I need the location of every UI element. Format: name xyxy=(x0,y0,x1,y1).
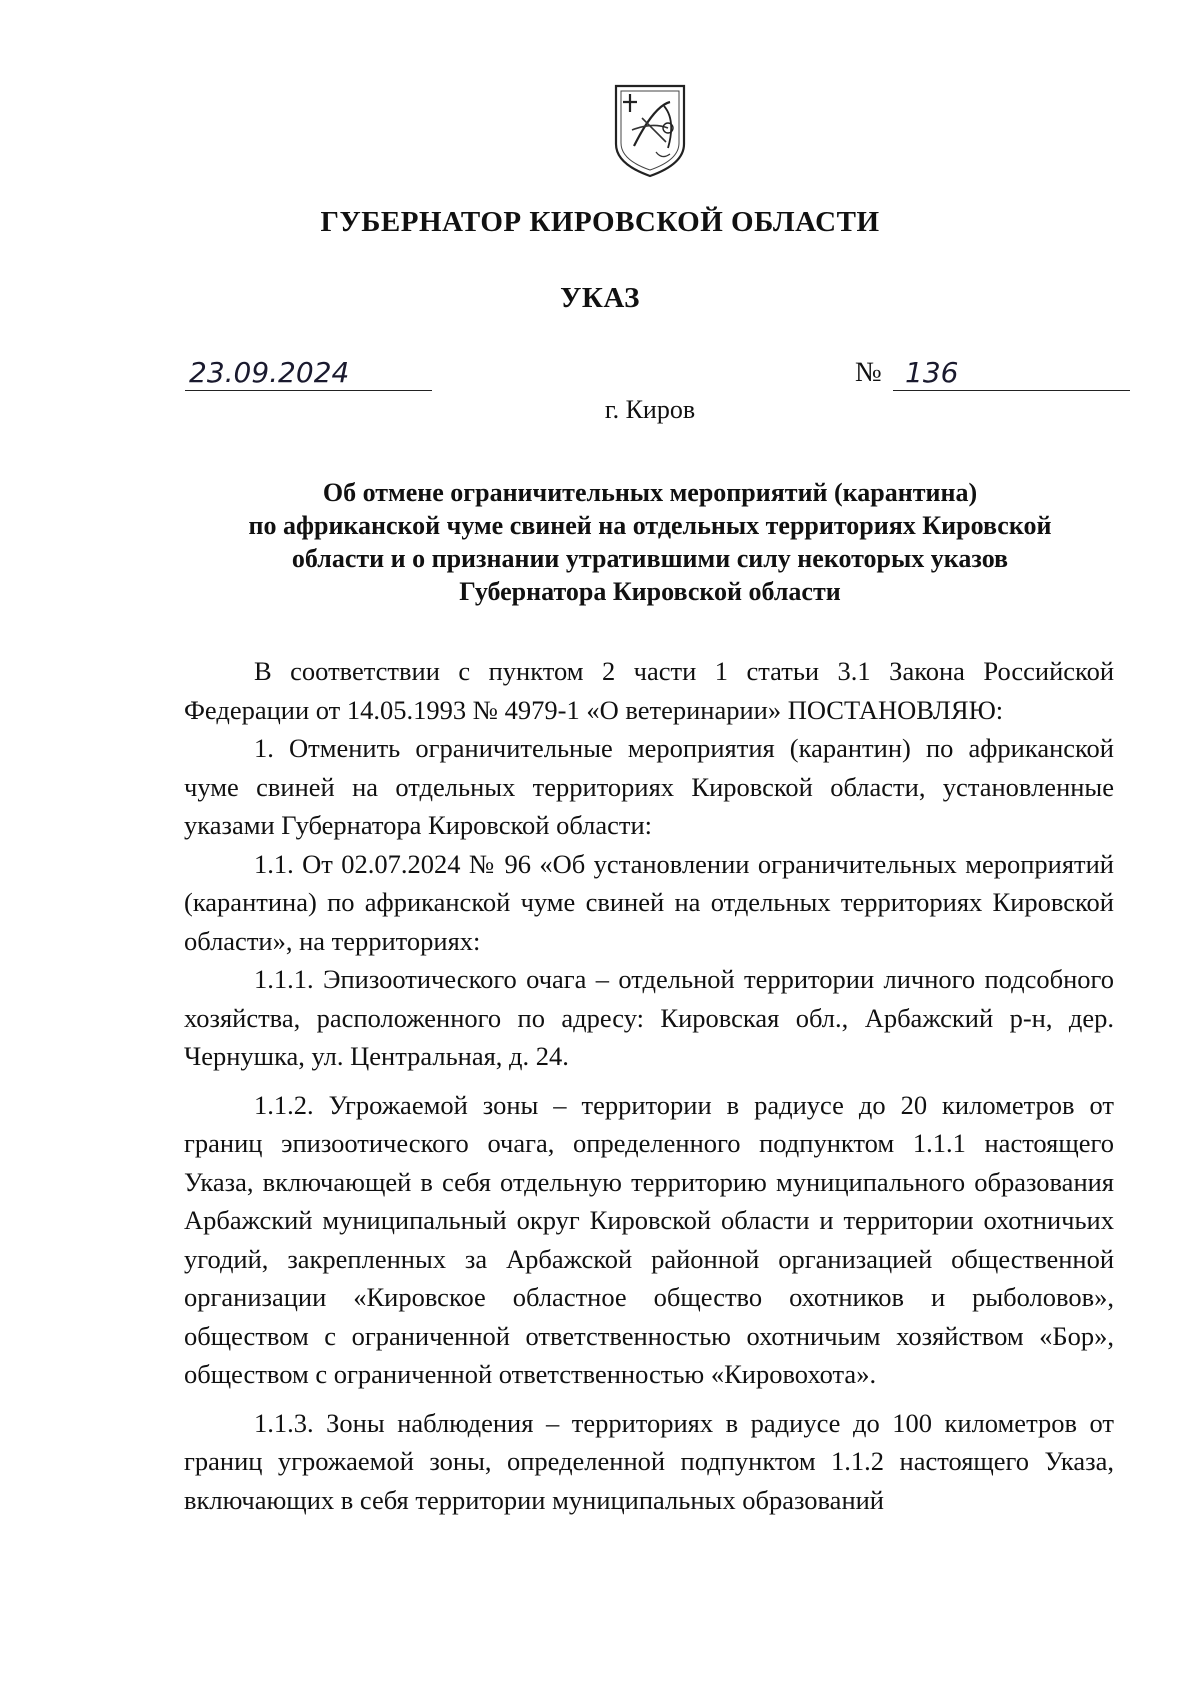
paragraph-preamble: В соответствии с пунктом 2 части 1 статьи 3.1 Закона Российской Федерации от 14.05.1993 № 4979-1 «О ветеринарии» ПОСТАНОВЛЯЮ: xyxy=(184,656,1114,725)
paragraph-1-1-2: 1.1.2. Угрожаемой зоны – территории в радиусе до 20 километров от границ эпизоотического очага, определенного подпунктом 1.1.1 настоящего Указа, включающей в себя отдельную территорию муниципального образования Арбажский муниципальный округ Кировской области и территории охотничьих угодий, закрепленных за Арбажской районной организацией общественной организации «Кировское областное общество охотников и рыболовов», обществом с ограниченной ответственностью охотничьим хозяйством «Бор», обществом с ограниченной ответственностью «Кировохота». xyxy=(184,1089,1114,1389)
document-type-heading: УКАЗ xyxy=(560,282,640,314)
decree-body xyxy=(184,652,1114,1519)
paragraph-1: 1. Отменить ограничительные мероприятия (карантин) по африканской чуме свиней на отдельных территориях Кировской области, установленные указами Губернатора Кировской области: xyxy=(184,733,1114,840)
title-line: Об отмене ограничительных мероприятий (карантина) xyxy=(322,478,978,507)
decree-date: 23.09.2024 xyxy=(185,356,432,391)
city-label: г. Киров xyxy=(604,395,696,424)
decree-number: 136 xyxy=(893,356,1130,391)
authority-heading: ГУБЕРНАТОР КИРОВСКОЙ ОБЛАСТИ xyxy=(320,206,880,238)
paragraph-1-1-3: 1.1.3. Зоны наблюдения – территориях в радиусе до 100 километров от границ угрожаемой зоны, определенной подпунктом 1.1.2 настоящего Указа, включающих в себя территории муниципальных образований xyxy=(184,1407,1114,1515)
paragraph-1-1: 1.1. От 02.07.2024 № 96 «Об установлении ограничительных мероприятий (карантина) по африканской чуме свиней на отдельных территориях Кировской области», на территориях: xyxy=(184,848,1114,956)
title-line: области и о признании утратившими силу некоторых указов xyxy=(291,544,1009,573)
number-label: № xyxy=(855,357,882,388)
paragraph-1-1-1: 1.1.1. Эпизоотического очага – отдельной территории личного подсобного хозяйства, расположенного по адресу: Кировская обл., Арбажский р-н, дер. Чернушка, ул. Центральная, д. 24. xyxy=(184,964,1114,1071)
coat-of-arms-icon xyxy=(612,82,688,178)
title-line: Губернатора Кировской области xyxy=(459,577,841,606)
decree-title xyxy=(150,476,1150,608)
title-line: по африканской чуме свиней на отдельных территориях Кировской xyxy=(248,511,1052,540)
